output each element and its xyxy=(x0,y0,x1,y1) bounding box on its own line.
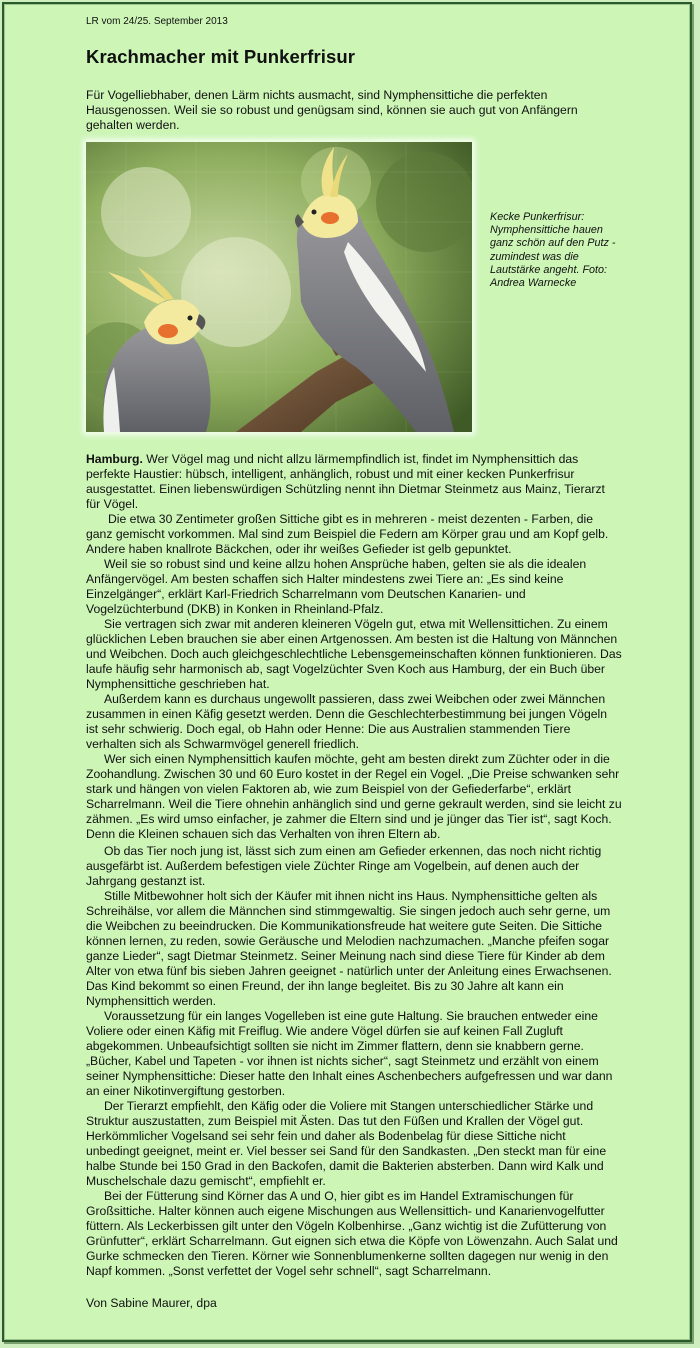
article-body xyxy=(86,452,622,1311)
body-text: Wer Vögel mag und nicht allzu lärmempfindlich ist, findet im Nymphensittich das perfekte Haustier: hübsch, intelligent, anhänglich, robust und mit einer kecken Punkerfrisur ausgestattet. Einen liebenswürdigen Schützling nennt ihn Dietmar Steinmetz aus Mainz, Tierarzt für Vögel. xyxy=(86,452,605,511)
body-paragraph: Die etwa 30 Zentimeter großen Sittiche gibt es in mehreren - meist dezenten - Farben, die ganz gemischt vorkommen. Mal sind zum Beispiel die Federn am Körper grau und am Kopf gelb. Andere haben knallrote Bäckchen, oder ihr weißes Gefieder ist gelb gepunktet. xyxy=(86,512,609,556)
photo-caption: Kecke Punkerfrisur: Nymphensittiche hauen ganz schön auf den Putz - zumindest was die Lautstärke angeht. Foto: Andrea Warnecke xyxy=(490,211,616,290)
headline: Krachmacher mit Punkerfrisur xyxy=(86,46,356,67)
source-line: LR vom 24/25. September 2013 xyxy=(86,16,228,27)
body-paragraph: Außerdem kann es durchaus ungewollt passieren, dass zwei Weibchen oder zwei Männchen zusammen in einen Käfig gesetzt werden. Denn die Geschlechterbestimmung bei jungen Vögeln ist sehr schwierig. Doch egal, ob Hahn oder Henne: Die aus Australien stammenden Tiere verhalten sich als Schwarmvögel generell friedlich. xyxy=(86,692,607,751)
body-paragraph: Der Tierarzt empfiehlt, den Käfig oder die Voliere mit Stangen unterschiedlicher Stärke und Struktur auszustatten, zum Beispiel mit Ästen. Das tut den Füßen und Krallen der Vögel gut. Herkömmlicher Vogelsand sei sehr fein und daher als Bodenbelag für diese Sittiche nicht unbedingt geeignet, meint er. Viel besser sei Sand für den Sandkasten. „Den steckt man für eine halbe Stunde bei 150 Grad in den Backofen, damit die Bakterien absterben. Dann wird Kalk und Muschelschale dazu gemischt“, empfiehlt er. xyxy=(86,1099,607,1188)
byline: Von Sabine Maurer, dpa xyxy=(86,1296,217,1310)
body-paragraph: Weil sie so robust sind und keine allzu hohen Ansprüche haben, gelten sie als die idealen Anfängervögel. Am besten schaffen sich Halter mindestens zwei Tiere an: „Es sind keine Einzelgänger“, erklärt Karl-Friedrich Scharrelmann vom Deutschen Kanarien- und Vogelzüchterbund (DKB) in Konken in Rheinland-Pfalz. xyxy=(86,557,587,616)
body-paragraph: Stille Mitbewohner holt sich der Käufer mit ihnen nicht ins Haus. Nymphensittiche gelten als Schreihälse, vor allem die Männchen sind stimmgewaltig. Sie singen jedoch auch sehr gerne, um die Weibchen zu beeindrucken. Die Kommunikationsfreude hat weitere gute Seiten. Die Sittiche können lernen, zu reden, sowie Geräusche und Melodien nachzumachen. „Manche pfeifen sogar ganze Lieder“, sagt Dietmar Steinmetz. Seiner Meinung nach sind diese Tiere für Kinder ab dem Alter von etwa fünf bis sieben Jahren geeignet - natürlich unter der Anleitung eines Erwachsenen. Das Kind bekommt so einen Freund, der ihn lange begleitet. Bis zu 30 Jahre alt kann ein Nymphensittich werden. xyxy=(86,889,612,1008)
body-paragraph: Wer sich einen Nymphensittich kaufen möchte, geht am besten direkt zum Züchter oder in die Zoohandlung. Zwischen 30 und 60 Euro kostet in der Regel ein Vogel. „Die Preise schwanken sehr stark und hängen von vielen Faktoren ab, wie zum Beispiel von der Gefiederfarbe“, erklärt Scharrelmann. Weil die Tiere ohnehin anhänglich sind und gerne gekrault werden, sind sie leicht zu zähmen. „Es wird umso einfacher, je zahmer die Eltern sind und je jünger das Tier ist“, sagt Koch. Denn die Kleinen schauen sich das Verhalten von ihren Eltern ab. xyxy=(86,752,622,841)
body-paragraph: Bei der Fütterung sind Körner das A und O, hier gibt es im Handel Extramischungen für Großsittiche. Halter können auch eigene Mischungen aus Wellensittich- und Kanarienvogelfutter füttern. Als Leckerbissen gilt unter den Vögeln Kolbenhirse. „Ganz wichtig ist die Zufütterung von Grünfutter“, erklärt Scharrelmann. Gut eignen sich etwa die Köpfe von Löwenzahn. Auch Salat und Gurke schmecken den Tieren. Körner wie Sonnenblumenkerne sollten dagegen nur wenig in den Napf kommen. „Sonst verfettet der Vogel sehr schnell“, sagt Scharrelmann. xyxy=(86,1189,618,1278)
body-paragraph: Ob das Tier noch jung ist, lässt sich zum einen am Gefieder erkennen, das noch nicht richtig ausgefärbt ist. Außerdem befestigen viele Züchter Ringe am Vogelbein, auf denen auch der Jahrgang gestanzt ist. xyxy=(86,844,602,888)
body-paragraph: Sie vertragen sich zwar mit anderen kleineren Vögeln gut, etwa mit Wellensittichen. Zu einem glücklichen Leben brauchen sie aber einen Artgenossen. Am besten ist die Haltung von Männchen und Weibchen. Doch auch gleichgeschlechtliche Lebensgemeinschaften können funktionieren. Das laufe häufig sehr harmonisch ab, sagt Vogelzüchter Sven Koch aus Hamburg, der ein Buch über Nymphensittiche geschrieben hat. xyxy=(86,617,622,691)
body-paragraph: Voraussetzung für ein langes Vogelleben ist eine gute Haltung. Sie brauchen entweder eine Voliere oder einen Käfig mit Freiflug. Wie andere Vögel dürfen sie auf keinen Fall Zugluft abgekommen. Unbeaufsichtigt sollten sie nicht im Zimmer flattern, denn sie knabbern gerne. „Bücher, Kabel und Tapeten - vor ihnen ist nichts sicher“, sagt Steinmetz und erzählt von einem seiner Nymphensittiche: Dieser hatte den Inhalt eines Aschenbechers aufgefressen und war dann an einer Nikotinvergiftung gestorben. xyxy=(86,1009,613,1098)
cockatiel-photo xyxy=(86,142,472,432)
article-frame xyxy=(2,2,692,1342)
lead-paragraph: Für Vogelliebhaber, denen Lärm nichts ausmacht, sind Nymphensittiche die perfekten Hausgenossen. Weil sie so robust und genügsam sind, können sie auch gut von Anfängern gehalten werden. xyxy=(86,88,578,132)
dateline: Hamburg. xyxy=(86,452,143,466)
body-paragraph xyxy=(86,452,622,512)
